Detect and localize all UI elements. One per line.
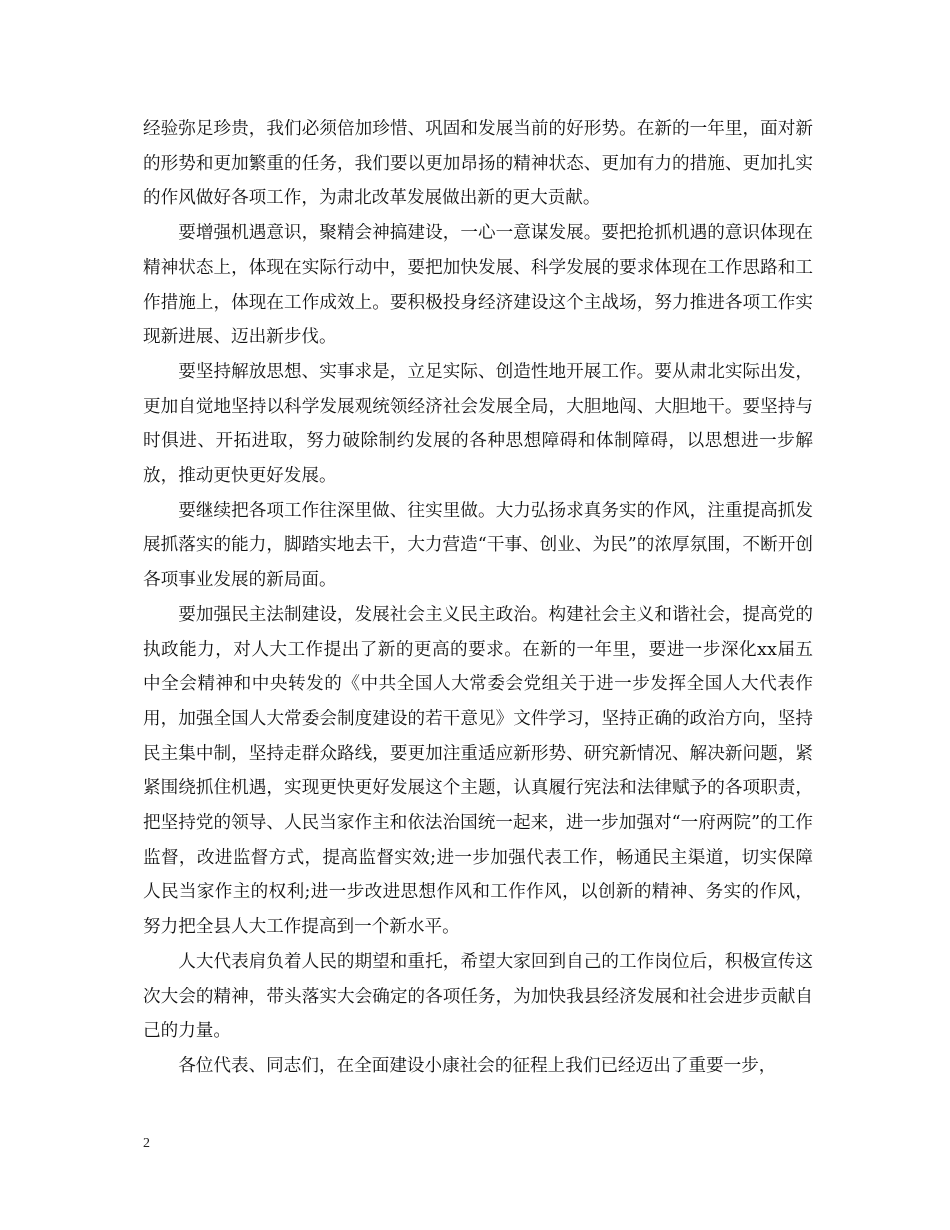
paragraph-6: 人大代表肩负着人民的期望和重托，希望大家回到自己的工作岗位后，积极宣传这次大会的精神，带头落实大会确定的各项任务，为加快我县经济发展和社会进步贡献自己的力量。 [143,951,813,1042]
paragraph-2: 要增强机遇意识，聚精会神搞建设，一心一意谋发展。要把抢抓机遇的意识体现在精神状态上，体现在实际行动中，要把加快发展、科学发展的要求体现在工作思路和工作措施上，体现在工作成效上。要积极投身经济建设这个主战场，努力推进各项工作实现新进展、迈出新步伐。 [143,223,813,348]
document-body [143,112,813,1084]
paragraph-5: 要加强民主法制建设，发展社会主义民主政治。构建社会主义和谐社会，提高党的执政能力，对人大工作提出了新的更高的要求。在新的一年里，要进一步深化xx届五中全会精神和中央转发的《中共全国人大常委会党组关于进一步发挥全国人大代表作用，加强全国人大常委会制度建设的若干意见》文件学习，坚持正确的政治方向，坚持民主集中制，坚持走群众路线，要更加注重适应新形势、研究新情况、解决新问题，紧紧围绕抓住机遇，实现更快更好发展这个主题，认真履行宪法和法律赋予的各项职责，把坚持党的领导、人民当家作主和依法治国统一起来，进一步加强对“一府两院”的工作监督，改进监督方式，提高监督实效;进一步加强代表工作，畅通民主渠道，切实保障人民当家作主的权利;进一步改进思想作风和工作作风，以创新的精神、务实的作风，努力把全县人大工作提高到一个新水平。 [143,604,813,938]
paragraph-4: 要继续把各项工作往深里做、往实里做。大力弘扬求真务实的作风，注重提高抓发展抓落实的能力，脚踏实地去干，大力营造“干事、创业、为民”的浓厚氛围，不断开创各项事业发展的新局面。 [143,500,813,591]
paragraph-1: 经验弥足珍贵，我们必须倍加珍惜、巩固和发展当前的好形势。在新的一年里，面对新的形势和更加繁重的任务，我们要以更加昂扬的精神状态、更加有力的措施、更加扎实的作风做好各项工作，为肃北改革发展做出新的更大贡献。 [143,119,813,209]
paragraph-7: 各位代表、同志们，在全面建设小康社会的征程上我们已经迈出了重要一步， [178,1055,777,1076]
page-number: 2 [143,1136,150,1151]
paragraph-3: 要坚持解放思想、实事求是，立足实际、创造性地开展工作。要从肃北实际出发，更加自觉地坚持以科学发展观统领经济社会发展全局，大胆地闯、大胆地干。要坚持与时俱进、开拓进取，努力破除制约发展的各种思想障碍和体制障碍，以思想进一步解放，推动更快更好发展。 [143,361,813,487]
